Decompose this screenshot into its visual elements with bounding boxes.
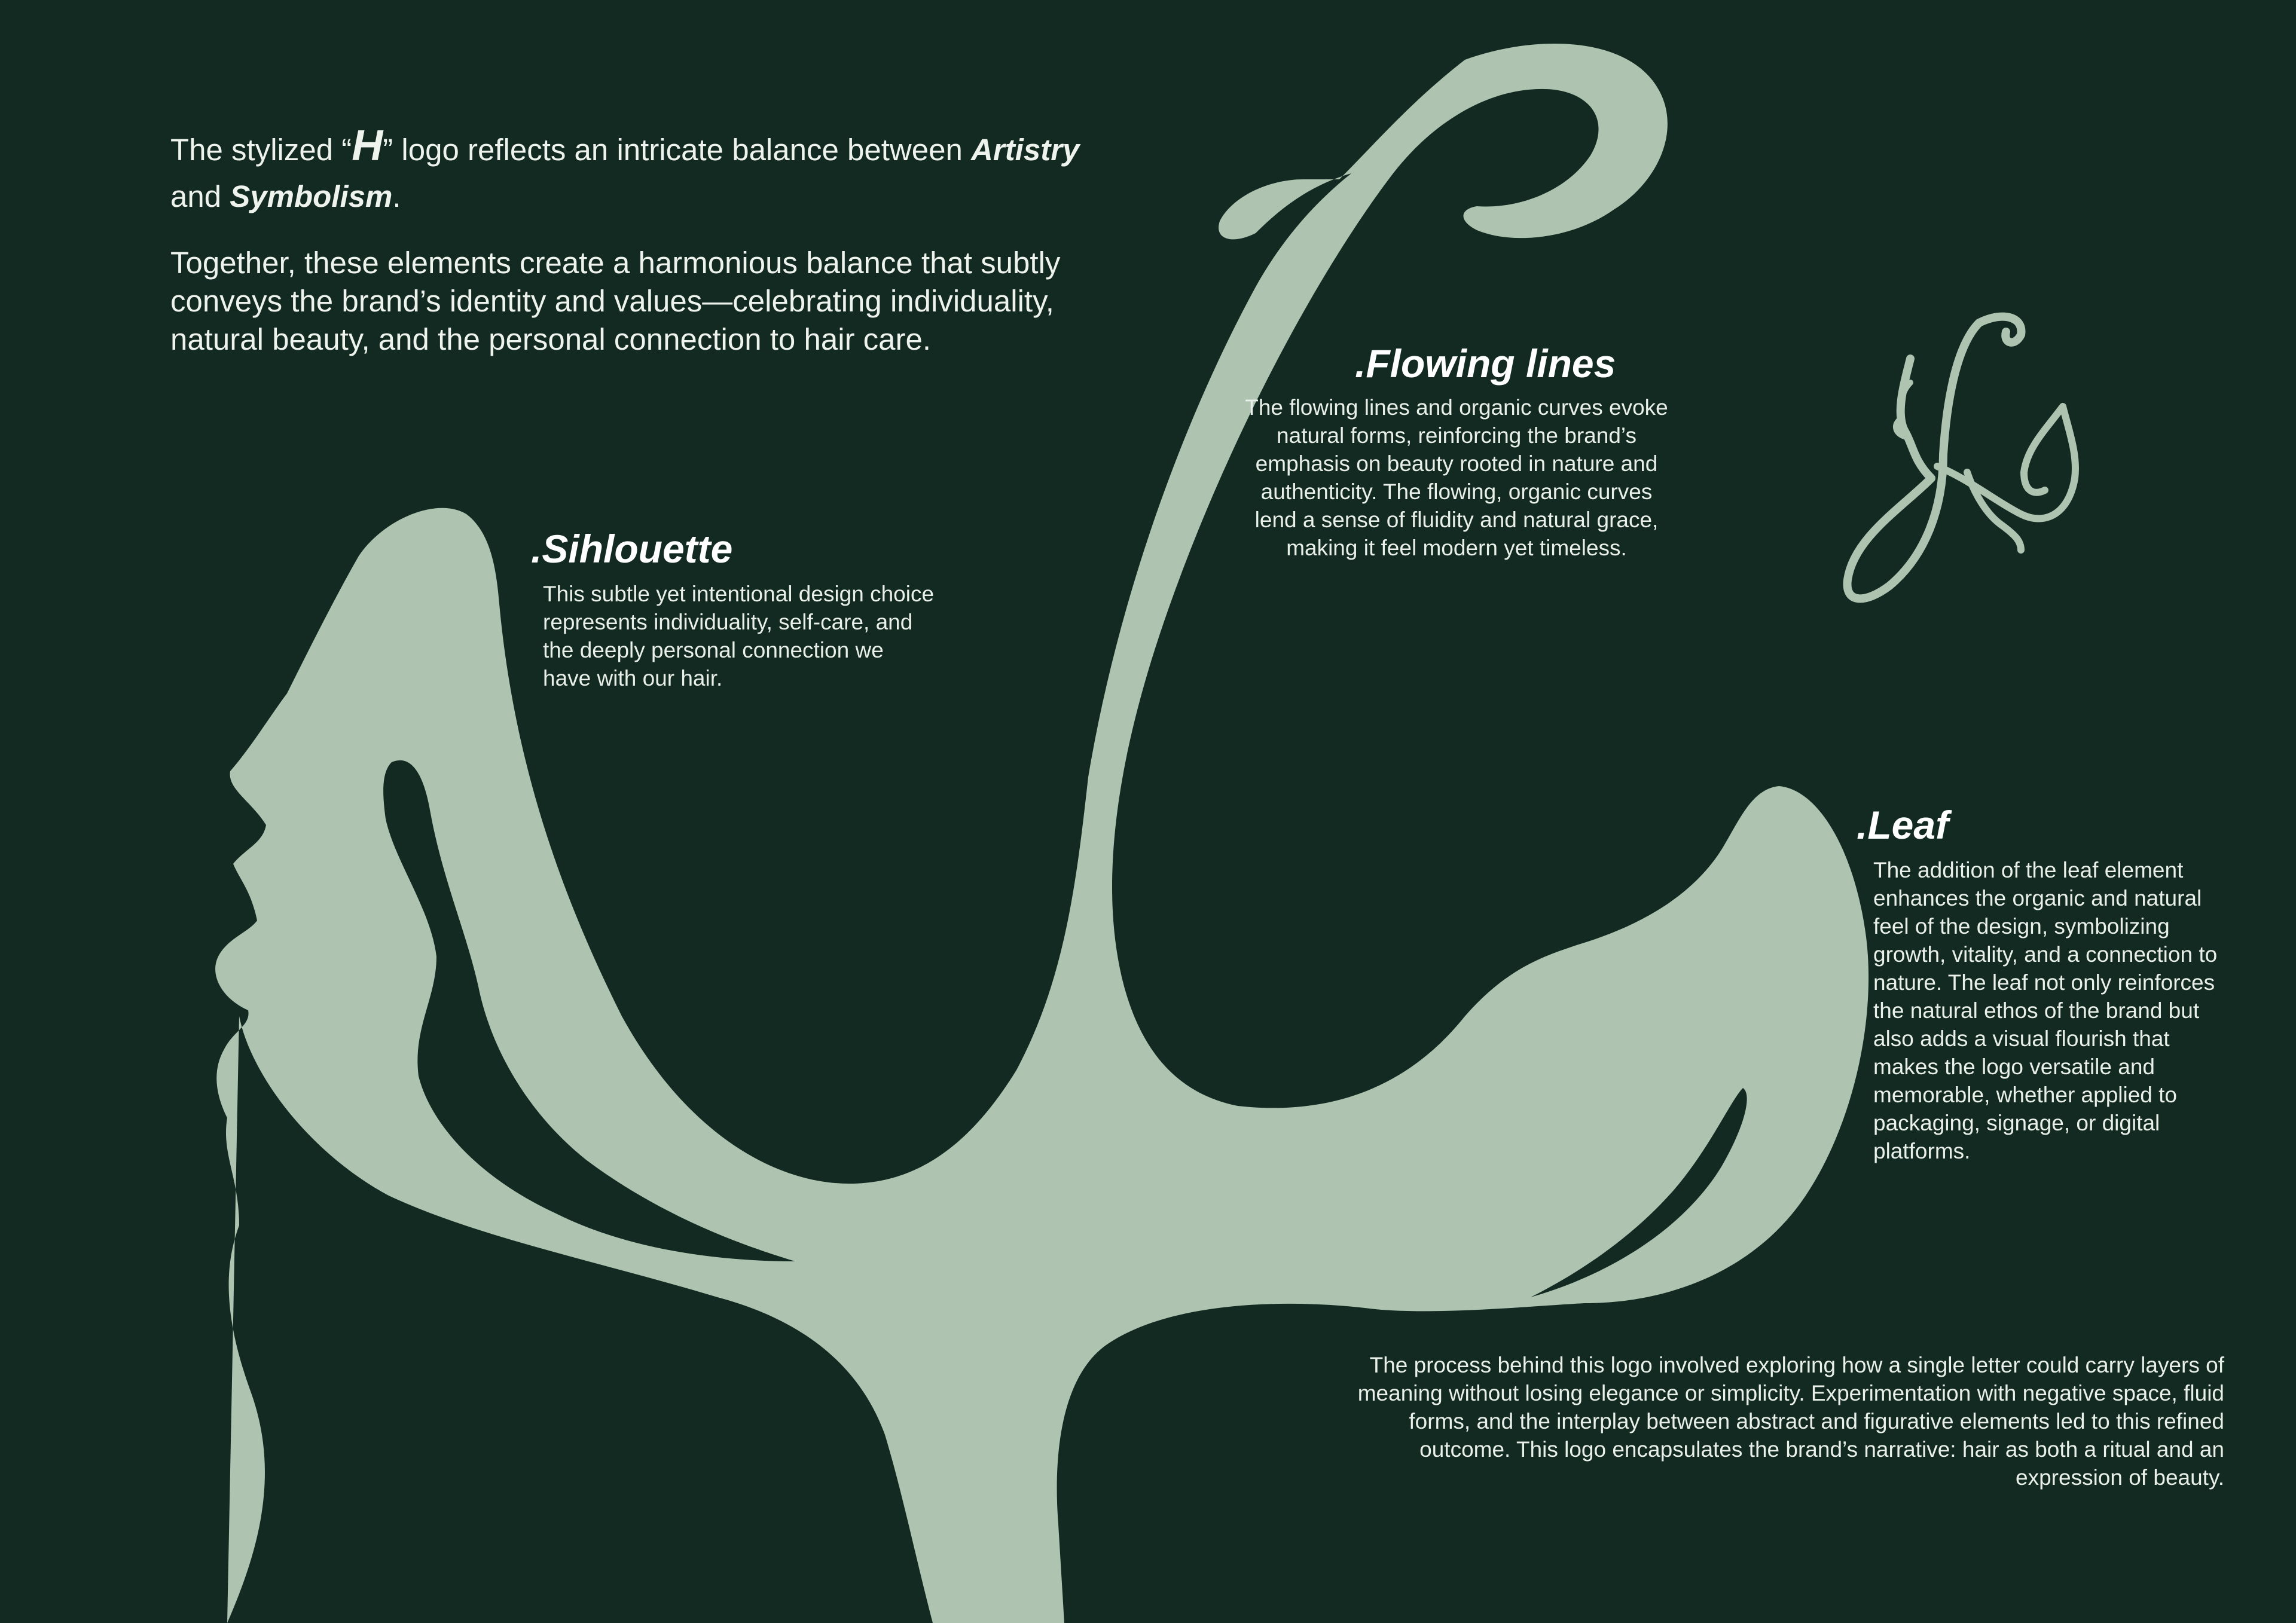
- closing-paragraph: The process behind this logo involved exploring how a single letter could carry layers of meaning without losing elegance or simplicity. Experimentation with negative space, fluid forms, and the interplay between abstract and figurative elements led to this refined outcome. This logo encapsulates the brand’s narrative: hair as both a ritual and an expression of beauty.: [1357, 1353, 2224, 1490]
- h-monogram-mark: [1848, 317, 2075, 599]
- intro-paragraph-2: Together, these elements create a harmonious balance that subtly conveys the brand’s identity and values—celebrating individuality, natural beauty, and the personal connection to hair care.: [170, 246, 1061, 356]
- leaf-heading: .Leaf: [1857, 803, 1949, 847]
- flowing-lines-heading: .Flowing lines: [1355, 341, 1616, 386]
- intro-paragraph-1: The stylized “H” logo reflects an intricate balance between Artistry and Symbolism.: [170, 122, 1080, 213]
- flowing-lines-body: The flowing lines and organic curves evoke natural forms, reinforcing the brand’s emphasis on beauty rooted in nature and authenticity. The flowing, organic curves lend a sense of fluidity and natural grace, making it feel modern yet timeless.: [1245, 395, 1668, 560]
- intro-text: [170, 123, 1115, 359]
- section-silhouette: [531, 525, 938, 692]
- symbolism-word: Symbolism: [230, 179, 393, 213]
- silhouette-body: This subtle yet intentional design choice represents individuality, self-care, and the deeply personal connection we have with our hair.: [543, 582, 935, 690]
- section-leaf: [1857, 801, 2227, 1165]
- h-letter: H: [352, 122, 383, 170]
- silhouette-heading: .Sihlouette: [531, 527, 733, 571]
- chin-curl-cutout: [428, 1374, 532, 1459]
- artistry-word: Artistry: [971, 133, 1080, 167]
- section-flowing-lines: [1241, 340, 1672, 562]
- leaf-body: The addition of the leaf element enhances the organic and natural feel of the design, symbolizing growth, vitality, and a connection to nature. The leaf not only reinforces the natural ethos of the brand but also adds a visual flourish that makes the logo versatile and memorable, whether applied to packaging, signage, or digital platforms.: [1873, 858, 2218, 1163]
